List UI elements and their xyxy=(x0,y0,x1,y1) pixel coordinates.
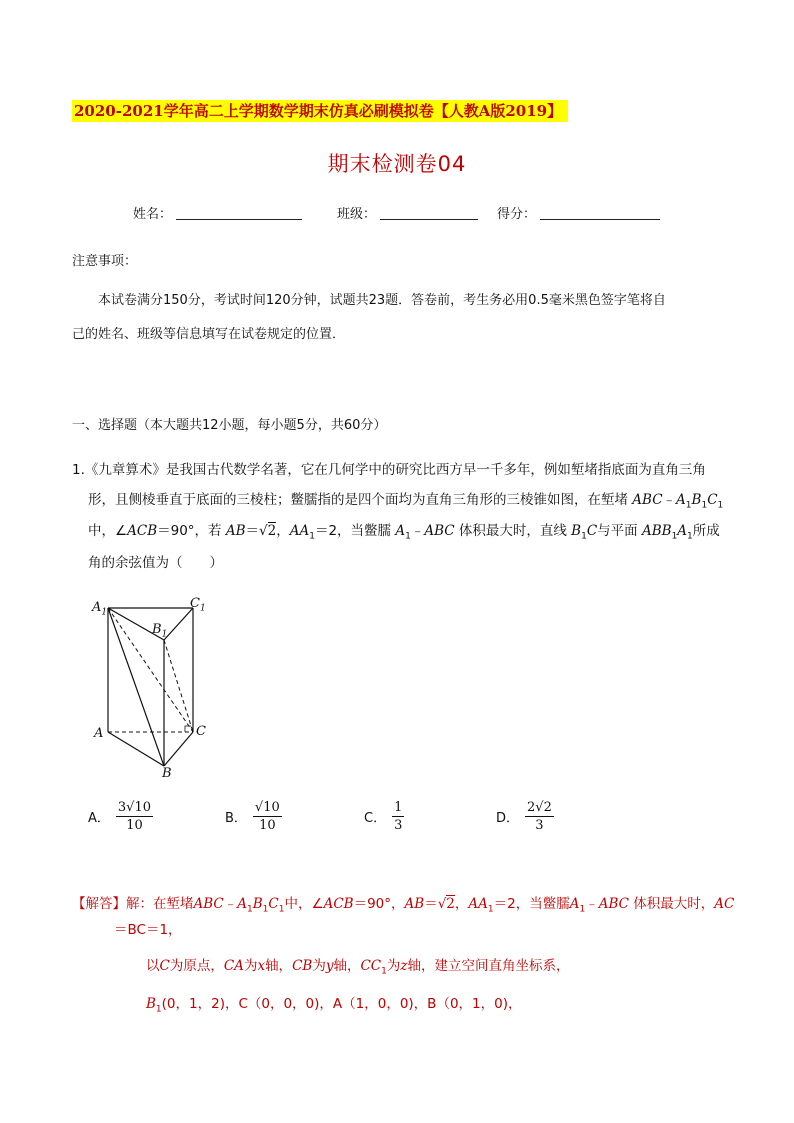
prism-figure xyxy=(88,596,218,786)
score-blank[interactable] xyxy=(540,219,660,220)
series-title: 2020-2021学年高二上学期数学期末仿真必刷模拟卷【人教A版2019】 xyxy=(72,100,568,122)
question-text: 体积最大时，直线 xyxy=(458,523,567,539)
option-value: $\frac{2√2}{3}$ xyxy=(527,800,552,833)
answer-text: 解：在堑堵 xyxy=(126,896,194,912)
answer-text: ＝90°， xyxy=(353,896,405,912)
notice-line-2: 己的姓名、班级等信息填写在试卷规定的位置． xyxy=(72,327,346,342)
option-value: $\frac{√10}{10}$ xyxy=(254,800,280,833)
question-text: ＝2，当鳖臑 xyxy=(314,523,392,539)
answer-line-2: ＝BC＝1， xyxy=(114,922,182,938)
answer-text: 轴， xyxy=(265,958,293,974)
answer-text: 轴，建立空间直角坐标系， xyxy=(407,958,570,974)
student-info-fields xyxy=(0,203,794,227)
question-text: 与平面 xyxy=(597,523,638,539)
question-1-line-1 xyxy=(72,460,706,480)
question-text: 形，且侧棱垂直于底面的三棱柱；鳖臑指的是四个面均为直角三角形的三棱锥如图，在堑堵 xyxy=(88,492,628,508)
question-1-line-2: 形，且侧棱垂直于底面的三棱柱；鳖臑指的是四个面均为直角三角形的三棱锥如图，在堑堵 $ABC﹣A_1B_1C_1$ xyxy=(88,492,724,511)
answer-text: 为原点， xyxy=(169,958,224,974)
class-blank[interactable] xyxy=(380,219,478,220)
answer-text: ＝2，当鳖臑 xyxy=(493,896,570,912)
label-b1: $B_1$ xyxy=(152,622,168,640)
question-number: 1. xyxy=(72,462,85,478)
option-label: C． xyxy=(364,811,387,826)
section-title: 一、选择题（本大题共12小题，每小题5分，共60分） xyxy=(72,418,387,433)
option-a[interactable] xyxy=(88,800,153,833)
prism-name: ABC xyxy=(632,492,663,508)
answer-text: 为 xyxy=(243,958,258,974)
answer-text: 中，∠ xyxy=(284,896,324,912)
answer-line-4: $B_1(0$，1，2)，C（0，0，0)，A（1，0，0)，B（0，1，0)， xyxy=(146,996,522,1015)
answer-text: 体积最大时， xyxy=(633,896,715,912)
option-label: D． xyxy=(496,811,520,826)
answer-line-1: 【解答】解：在堑堵$ABC﹣A_1B_1C_1$中，∠ACB＝90°，AB＝√2，$AA_1=2$，当鳖臑$A_1﹣ABC$ 体积最大时，AC xyxy=(72,896,735,915)
answer-text: 轴， xyxy=(333,958,361,974)
notice-line-1: 本试卷满分150分，考试时间120分钟，试题共23题．答卷前，考生务必用0.5毫米黑色签字笔将自 xyxy=(98,293,666,308)
label-c: C xyxy=(196,724,206,739)
question-1-line-4: 角的余弦值为（ ） xyxy=(88,555,223,571)
score-label: 得分： xyxy=(497,207,537,222)
class-label: 班级： xyxy=(337,207,377,222)
answer-text: ， xyxy=(454,896,469,912)
label-a: A xyxy=(94,726,104,741)
option-c[interactable] xyxy=(364,800,404,833)
answer-text: 以 xyxy=(146,958,160,974)
exam-title: 期末检测卷04 xyxy=(327,152,467,176)
answer-text: (0，1，2)，C（0，0，0)，A（1，0，0)，B（0，1，0)， xyxy=(161,996,522,1012)
label-a1: $A_1$ xyxy=(92,600,108,618)
name-label: 姓名： xyxy=(133,207,173,222)
answer-tag: 【解答】 xyxy=(72,896,126,912)
question-text: 《九章算术》是我国古代数学名著，它在几何学中的研究比西方早一千多年，例如堑堵指底面为直角三角 xyxy=(84,462,706,478)
question-text: ， xyxy=(276,523,290,539)
option-b[interactable] xyxy=(225,800,282,833)
option-d[interactable] xyxy=(496,800,554,833)
answer-line-3: 以C为原点，CA为x轴，CB为y轴，$CC_1$为z轴，建立空间直角坐标系， xyxy=(146,958,570,977)
name-blank[interactable] xyxy=(176,219,302,220)
option-value: $\frac{1}{3}$ xyxy=(394,800,403,833)
option-value: $\frac{3√10}{10}$ xyxy=(117,800,152,833)
option-label: B． xyxy=(225,811,247,826)
question-1-line-3: 中，∠ACB＝90°，若 AB＝√2，$AA_1=2$，当鳖臑 $A_1﹣ABC$ 体积最大时，直线 $B_1C$与平面 $ABB_1A_1$所成 xyxy=(88,523,720,542)
question-text: 中，∠ xyxy=(88,523,128,539)
option-label: A． xyxy=(88,811,110,826)
notice-title: 注意事项： xyxy=(72,254,138,269)
question-text: 所成 xyxy=(692,523,720,539)
label-b: B xyxy=(162,766,172,781)
question-text: ＝90°，若 xyxy=(157,523,222,539)
label-c1: $C_1$ xyxy=(190,596,206,614)
